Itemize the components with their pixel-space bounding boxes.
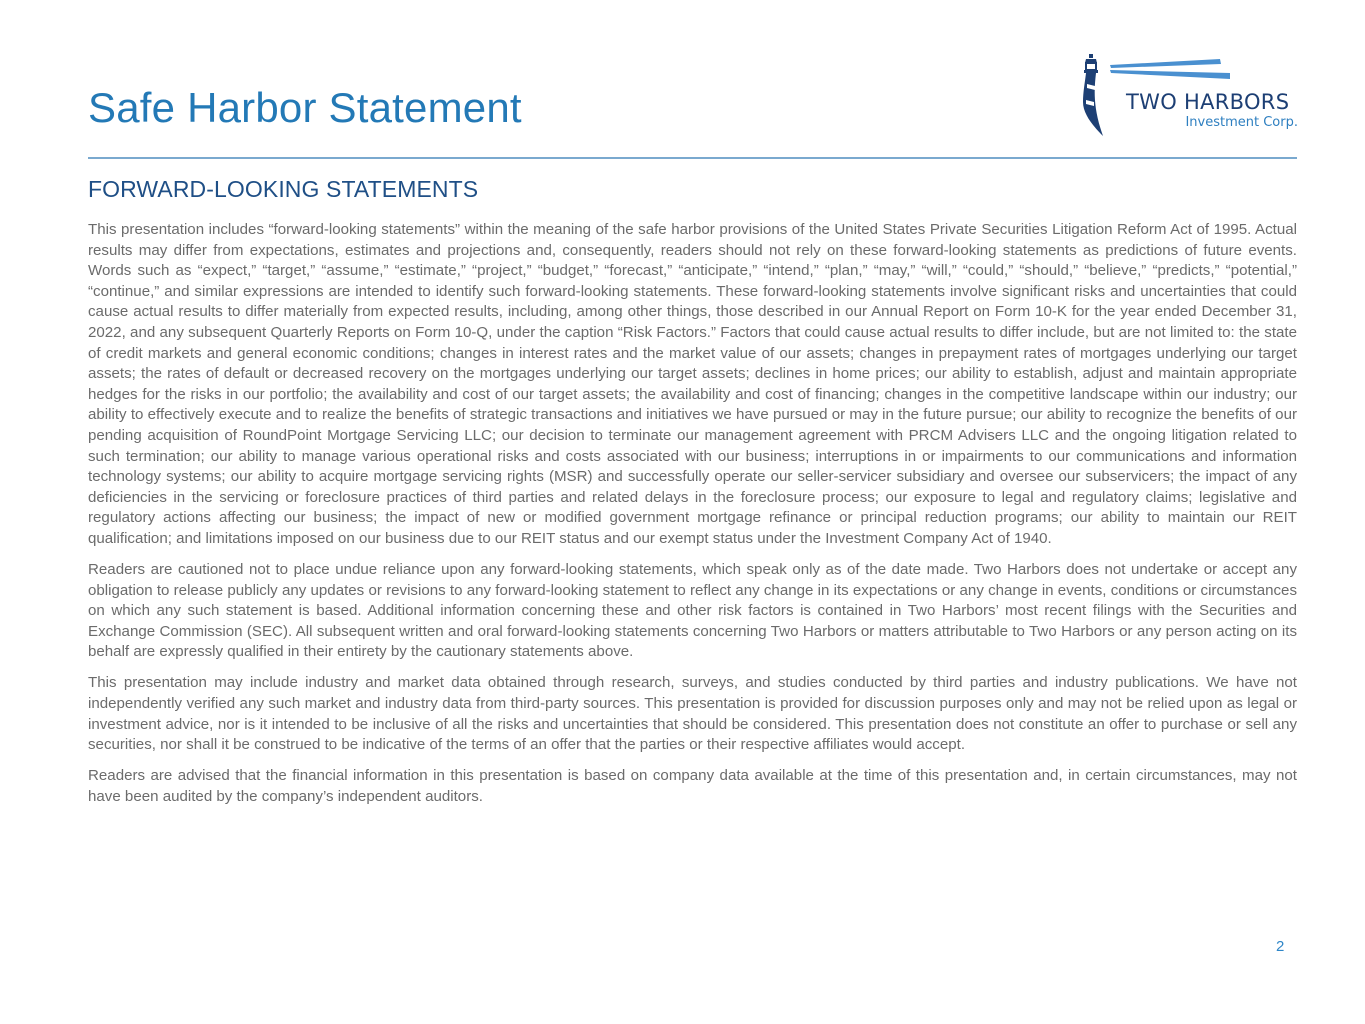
logo-subtitle: Investment Corp. [1185, 115, 1298, 130]
paragraph-forward-looking: This presentation includes “forward-looking statements” within the meaning of the safe harbor provisions of the United States Private Securities Litigation Reform Act of 1995. Actual results may differ from expectations, estimates and projections and, consequently, readers should not rely on these forward-looking statements as predictions of future events. Words such as “expect,” “target,” “assume,” “estimate,” “project,” “budget,” “forecast,” “anticipate,” “intend,” “plan,” “may,” “will,” “could,” “should,” “believe,” “predicts,” “potential,” “continue,” and similar expressions are intended to identify such forward-looking statements. These forward-looking statements involve significant risks and uncertainties that could cause actual results to differ materially from expected results, including, among other things, those described in our Annual Report on Form 10-K for the year ended December 31, 2022, and any subsequent Quarterly Reports on Form 10-Q, under the caption “Risk Factors.” Factors that could cause actual results to differ include, but are not limited to: the state of credit markets and general economic conditions; changes in interest rates and the market value of our assets; changes in prepayment rates of mortgages underlying our target assets; the rates of default or decreased recovery on the mortgages underlying our target assets; declines in home prices; our ability to establish, adjust and maintain appropriate hedges for the risks in our portfolio; the availability and cost of our target assets; the availability and cost of financing; changes in the competitive landscape within our industry; our ability to effectively execute and to realize the benefits of strategic transactions and initiatives we have pursued or may in the future pursue; our ability to recognize the benefits of our pending acquisition of RoundPoint Mortgage Servicing LLC; our decision to terminate our management agreement with PRCM Advisers LLC and the ongoing litigation related to such termination; our ability to manage various operational risks and costs associated with our business; interruptions in or impairments to our communications and information technology systems; our ability to acquire mortgage servicing rights (MSR) and successfully operate our seller-servicer subsidiary and oversee our subservicers; the impact of any deficiencies in the servicing or foreclosure practices of third parties and related delays in the foreclosure process; our exposure to legal and regulatory claims; legislative and regulatory actions affecting our business; the impact of new or modified government mortgage refinance or principal reduction programs; our ability to maintain our REIT qualification; and limitations imposed on our business due to our REIT status and our exempt status under the Investment Company Act of 1940. [88, 221, 1297, 547]
statement-body [88, 220, 1297, 818]
paragraph-financial-info: Readers are advised that the financial information in this presentation is based on company data available at the time of this presentation and, in certain circumstances, may not have been audited by the company’s independent auditors. [88, 767, 1297, 805]
page-title: Safe Harbor Statement [88, 84, 522, 131]
company-logo [1080, 52, 1302, 140]
section-heading: FORWARD-LOOKING STATEMENTS [88, 176, 479, 202]
title-divider [88, 157, 1297, 159]
page-number: 2 [1276, 938, 1285, 955]
paragraph-reliance: Readers are cautioned not to place undue reliance upon any forward-looking statements, which speak only as of the date made. Two Harbors does not undertake or accept any obligation to release publicly any updates or revisions to any forward-looking statement to reflect any change in its expectations or any change in events, conditions or circumstances on which any such statement is based. Additional information concerning these and other risk factors is contained in Two Harbors’ most recent filings with the Securities and Exchange Commission (SEC). All subsequent written and oral forward-looking statements concerning Two Harbors or matters attributable to Two Harbors or any person acting on its behalf are expressly qualified in their entirety by the cautionary statements above. [88, 561, 1297, 661]
paragraph-market-data: This presentation may include industry and market data obtained through research, surveys, and studies conducted by third parties and industry publications. We have not independently verified any such market and industry data from third-party sources. This presentation is provided for discussion purposes only and may not be relied upon as legal or investment advice, nor is it intended to be inclusive of all the risks and uncertainties that should be considered. This presentation does not constitute an offer to purchase or sell any securities, nor shall it be construed to be indicative of the terms of an offer that the parties or their respective affiliates would accept. [88, 674, 1297, 754]
logo-wordmark: TWO HARBORS [1126, 90, 1290, 114]
